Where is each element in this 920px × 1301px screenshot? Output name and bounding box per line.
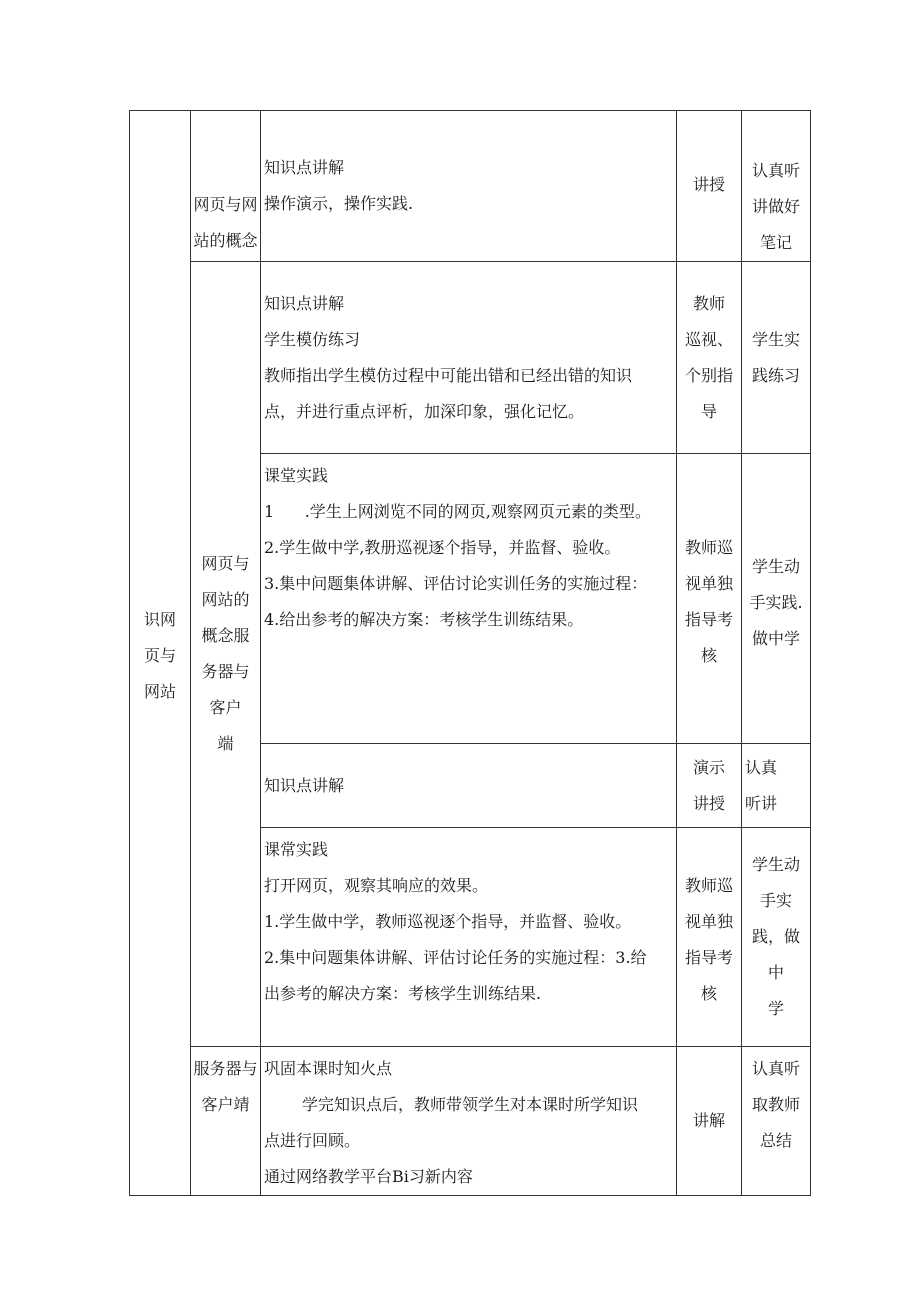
section-title-line: 识网 — [143, 609, 176, 629]
teacher-line: 视单独 — [684, 574, 733, 593]
content-cell — [261, 262, 677, 454]
content-line: 操作演示，操作实践. — [264, 194, 414, 213]
content-line: 出参考的解决方案：考核学生训练结果. — [264, 984, 542, 1003]
teacher-activity-cell — [677, 262, 742, 454]
student-activity-cell — [742, 1047, 811, 1196]
content-cell — [261, 828, 677, 1047]
section-title-line: 网站 — [143, 681, 176, 701]
student-line: 听讲 — [745, 793, 778, 813]
topic-line: 网页与网 — [193, 195, 258, 214]
student-line: 做中学 — [751, 629, 800, 648]
content-line: 知识点讲解 — [264, 775, 345, 795]
topic-cell — [191, 111, 261, 262]
content-cell — [261, 1047, 677, 1196]
content-line: 打开网页，观察其响应的效果。 — [264, 876, 489, 895]
student-line: 践练习 — [751, 365, 800, 385]
content-line: 教师指出学生模仿过程中可能出错和已经出错的知识 — [264, 365, 633, 385]
content-line: 巩固本课时知火点 — [264, 1059, 393, 1078]
student-line: 中 — [767, 963, 784, 982]
student-line: 讲做好 — [751, 197, 800, 216]
topic-cell — [191, 1047, 261, 1196]
student-line: 认真听 — [751, 1059, 800, 1078]
topic-cell — [191, 262, 261, 1047]
student-activity-cell — [742, 744, 811, 828]
student-line: 认真 — [745, 757, 778, 777]
content-line: 课堂实践 — [264, 466, 329, 485]
content-line: 知识点讲解 — [264, 293, 345, 313]
content-line: 点，并进行重点评析，加深印象，强化记忆。 — [264, 401, 585, 421]
student-line: 手实 — [759, 891, 792, 910]
teacher-line: 视单独 — [684, 912, 733, 931]
teacher-line: 导 — [700, 401, 717, 421]
teacher-line: 教师 — [692, 293, 725, 313]
student-line: 学生实 — [751, 329, 800, 349]
section-title-cell — [130, 111, 191, 1196]
lesson-plan-table — [129, 110, 811, 1196]
content-line: 学完知识点后，教师带领学生对本课时所学知识 — [302, 1095, 639, 1114]
content-line: 通过网络教学平台Bi习新内容 — [264, 1167, 473, 1186]
topic-line: 服务器与 — [193, 1059, 258, 1078]
topic-line: 务器与 — [201, 662, 250, 681]
content-line: 1 .学生上网浏览不同的网页,观察网页元素的类型。 — [264, 502, 651, 521]
topic-line: 概念服 — [201, 626, 250, 645]
content-line: 1.学生做中学，教师巡视逐个指导，并监督、验收。 — [264, 912, 632, 931]
student-activity-cell — [742, 828, 811, 1047]
topic-line: 网站的 — [201, 590, 250, 609]
teacher-line: 巡视、 — [684, 329, 733, 349]
content-line: 4.给出参考的解决方案：考核学生训练结果。 — [264, 610, 584, 629]
teacher-activity-cell — [677, 1047, 742, 1196]
teacher-activity-cell — [677, 454, 742, 744]
content-line: 2.学生做中学,教册巡视逐个指导，并监督、验收。 — [264, 538, 621, 557]
teacher-activity-cell — [677, 111, 742, 262]
content-line: 课常实践 — [264, 840, 329, 859]
content-cell — [261, 454, 677, 744]
student-activity-cell — [742, 454, 811, 744]
content-line: 学生模仿练习 — [264, 329, 361, 349]
student-line: 笔记 — [759, 233, 792, 252]
teacher-line: 教师巡 — [684, 876, 733, 895]
teacher-line: 核 — [700, 646, 717, 665]
teacher-line: 核 — [700, 984, 717, 1003]
table-row — [130, 1047, 811, 1196]
table-row — [130, 111, 811, 262]
student-line: 认真听 — [751, 161, 800, 180]
teacher-line: 演示 — [692, 757, 725, 777]
student-activity-cell — [742, 262, 811, 454]
topic-line: 端 — [217, 734, 234, 753]
content-line: 知识点讲解 — [264, 158, 345, 177]
student-line: 践，做 — [751, 927, 800, 946]
student-line: 手实践. — [749, 593, 803, 612]
content-cell — [261, 111, 677, 262]
teacher-line: 指导考 — [684, 948, 733, 967]
topic-line: 站的概念 — [193, 231, 258, 250]
teacher-line: 讲授 — [692, 793, 725, 813]
student-activity-cell — [742, 111, 811, 262]
teacher-activity-cell — [677, 828, 742, 1047]
student-line: 学生动 — [751, 557, 800, 576]
student-line: 学生动 — [751, 855, 800, 874]
section-title-line: 页与 — [143, 645, 176, 665]
student-line: 取教师 — [751, 1095, 800, 1114]
teacher-activity-cell — [677, 744, 742, 828]
content-line: 2.集中问题集体讲解、评估讨论任务的实施过程：3.给 — [264, 948, 647, 967]
teacher-line: 讲授 — [692, 175, 725, 194]
student-line: 总结 — [759, 1131, 792, 1150]
topic-line: 客户 — [209, 698, 242, 717]
table-row — [130, 262, 811, 454]
student-line: 学 — [767, 999, 784, 1018]
teacher-line: 讲解 — [692, 1111, 725, 1130]
teacher-line: 指导考 — [684, 610, 733, 629]
topic-line: 网页与 — [201, 554, 250, 573]
teacher-line: 教师巡 — [684, 538, 733, 557]
teacher-line: 个别指 — [684, 365, 733, 385]
content-line: 点进行回顾。 — [264, 1131, 361, 1150]
topic-line: 客户靖 — [201, 1095, 250, 1114]
content-line: 3.集中问题集体讲解、评估讨论实训任务的实施过程： — [264, 574, 648, 593]
content-cell — [261, 744, 677, 828]
